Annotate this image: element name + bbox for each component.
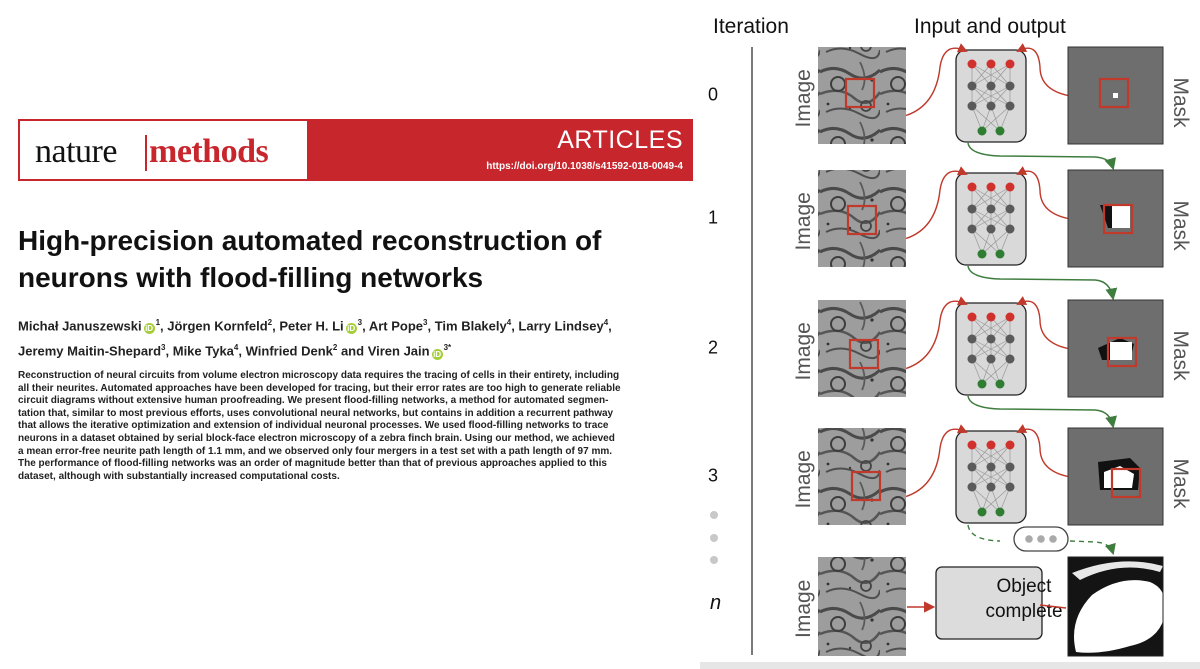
hidden-node <box>1006 225 1015 234</box>
output-node <box>978 508 987 517</box>
input-node <box>968 183 977 192</box>
object-complete-box <box>936 567 1063 639</box>
author-name[interactable]: Viren Jain <box>367 343 430 359</box>
author-affiliation: 4 <box>603 318 609 327</box>
author-affiliation: 2 <box>267 318 273 327</box>
author-affiliation: 2 <box>332 343 338 353</box>
author-affiliation: 4 <box>506 318 512 327</box>
column-header-iteration: Iteration <box>713 15 789 38</box>
final-mask-tile <box>1068 557 1165 656</box>
input-node <box>968 60 977 69</box>
hidden-node <box>987 463 996 472</box>
hidden-node <box>968 335 977 344</box>
green-recurrent-arrow <box>968 396 1113 426</box>
paper-title <box>18 222 678 296</box>
abstract-line: a mean error-free neurite path length of 1.1 mm, and we observed only four mergers in a test set with a path length of 97 mm. <box>18 445 613 457</box>
abstract-line: that allows the iterative optimization and extension of individual neuronal processes. We used flood-filling networks to trace <box>18 420 609 432</box>
iteration-label-n: n <box>710 592 722 614</box>
abstract-line: circuit diagrams without extensive human proofreading. We present flood-filling networks, a method for automated segmen- <box>18 395 609 407</box>
input-node <box>987 313 996 322</box>
column-header-input-output: Input and output <box>914 15 1066 38</box>
author-name[interactable]: Mike Tyka <box>172 343 234 359</box>
hidden-node <box>968 463 977 472</box>
ellipsis-pill <box>1014 527 1068 551</box>
hidden-node <box>987 102 996 111</box>
hidden-node <box>987 335 996 344</box>
em-image-tile <box>818 47 906 144</box>
author-name[interactable]: Michał Januszewski <box>18 318 142 334</box>
green-recurrent-arrow <box>968 143 1113 168</box>
ellipsis-dot <box>710 534 718 542</box>
author-affiliation: 1 <box>155 318 161 327</box>
hidden-node <box>968 102 977 111</box>
image-label: Image <box>792 322 815 381</box>
input-node <box>987 441 996 450</box>
abstract-line: dataset, although with substantially increased computational costs. <box>18 470 340 482</box>
hidden-node <box>987 225 996 234</box>
orcid-icon[interactable]: iD <box>433 349 442 359</box>
logo-divider <box>145 135 147 171</box>
journal-name-methods: methods <box>149 133 269 170</box>
abstract-line: all their neurites. Automated approaches have been developed for tracing, but their error rates are too high to generate reliable <box>18 382 621 394</box>
author-name[interactable]: Tim Blakely <box>434 318 507 334</box>
author-affiliation: 3 <box>357 318 363 327</box>
hidden-node <box>987 483 996 492</box>
bottom-strip <box>700 662 1200 669</box>
hidden-node <box>968 82 977 91</box>
output-node <box>996 250 1005 259</box>
iteration-row <box>708 428 1192 525</box>
mask-label: Mask <box>1169 77 1192 128</box>
input-node <box>987 60 996 69</box>
em-image-tile <box>818 300 906 397</box>
output-node <box>978 380 987 389</box>
author-name[interactable]: Jörgen Kornfeld <box>167 318 268 334</box>
ellipsis-dot <box>710 556 718 564</box>
orcid-icon[interactable]: iD <box>347 324 356 334</box>
green-recurrent-arrow <box>968 266 1113 298</box>
input-node <box>1006 441 1015 450</box>
image-label: Image <box>792 192 815 251</box>
input-node <box>1006 313 1015 322</box>
output-node <box>978 250 987 259</box>
image-label: Image <box>792 450 815 509</box>
output-node <box>996 508 1005 517</box>
input-node <box>968 441 977 450</box>
iteration-row <box>708 47 1192 168</box>
input-node <box>968 313 977 322</box>
abstract-line: neurons in a dataset obtained by serial block-face electron microscopy of a zebra finch brain. Using our method, we achieved <box>18 432 615 444</box>
orcid-icon[interactable]: iD <box>145 324 154 334</box>
mask-label: Mask <box>1169 200 1192 251</box>
hidden-node <box>987 355 996 364</box>
hidden-node <box>1006 82 1015 91</box>
hidden-node <box>1006 355 1015 364</box>
author-affiliation: 4 <box>233 343 239 353</box>
output-node <box>996 127 1005 136</box>
author-affiliation: 3 <box>161 343 166 353</box>
mask-label: Mask <box>1169 330 1192 381</box>
em-image-tile <box>818 557 906 656</box>
iteration-label: 0 <box>708 84 719 105</box>
abstract-line: Reconstruction of neural circuits from volume electron microscopy data requires the tracing of cells in their entirety, including <box>18 370 620 381</box>
iteration-label: 2 <box>708 337 719 358</box>
image-label: Image <box>792 579 815 638</box>
title-line: High-precision automated reconstruction of <box>18 225 602 256</box>
iteration-label: 1 <box>708 207 719 228</box>
author-name[interactable]: Larry Lindsey <box>518 318 604 334</box>
author-list: Michał Januszewski $iD^1$, Jörgen Kornfeld$^2$, Peter H. Li $iD^3$, Art Pope$^3$, Tim Blakely$^4$, Larry Lindsey$^4$, Jeremy Maitin-Shepard$^3$, Mike Tyka$^4$, Winfried Denk$^2$ and Viren Jain $iD^{3*}$ <box>18 318 612 359</box>
hidden-node <box>968 205 977 214</box>
object-complete-line: Object <box>996 576 1052 597</box>
author-name[interactable]: Jeremy Maitin-Shepard <box>18 343 162 359</box>
hidden-node <box>968 483 977 492</box>
journal-logo <box>20 121 307 179</box>
hidden-node <box>968 355 977 364</box>
input-node <box>1006 60 1015 69</box>
iteration-row <box>708 300 1192 426</box>
doi-link[interactable]: https://doi.org/10.1038/s41592-018-0049-4 <box>486 161 683 172</box>
hidden-node <box>1006 463 1015 472</box>
author-name[interactable]: Winfried Denk <box>245 343 333 359</box>
hidden-node <box>987 205 996 214</box>
em-image-tile <box>818 428 906 525</box>
ffn-iteration-figure <box>700 0 1200 669</box>
author-name[interactable]: Art Pope <box>368 318 424 334</box>
mask-label: Mask <box>1169 458 1192 509</box>
object-complete-line: complete <box>985 601 1063 622</box>
author-affiliation: 3 <box>423 318 428 327</box>
output-node <box>996 380 1005 389</box>
title-line: neurons with flood-filling networks <box>18 262 484 293</box>
image-label: Image <box>792 69 815 128</box>
hidden-node <box>1006 335 1015 344</box>
input-node <box>1006 183 1015 192</box>
hidden-node <box>968 225 977 234</box>
abstract-line: tation that, similar to most previous efforts, uses convolutional neural networks, but contains in addition a recurrent pathway <box>18 407 614 419</box>
input-node <box>987 183 996 192</box>
journal-name-nature: nature <box>35 133 117 170</box>
author-name[interactable]: Peter H. Li <box>279 318 344 334</box>
iteration-label: 3 <box>708 465 719 486</box>
ellipsis-dot <box>710 511 718 519</box>
em-image-tile <box>818 170 906 267</box>
output-node <box>978 127 987 136</box>
hidden-node <box>1006 102 1015 111</box>
iteration-row <box>708 170 1192 298</box>
author-affiliation: 3* <box>443 343 452 353</box>
hidden-node <box>1006 205 1015 214</box>
abstract-line: The performance of flood-filling networks was an order of magnitude better than that of previous approaches applied to this <box>18 458 607 470</box>
iteration-rows <box>708 47 1192 525</box>
abstract <box>18 370 700 483</box>
journal-masthead <box>18 119 693 181</box>
hidden-node <box>987 82 996 91</box>
hidden-node <box>1006 483 1015 492</box>
section-label: ARTICLES <box>557 126 683 154</box>
